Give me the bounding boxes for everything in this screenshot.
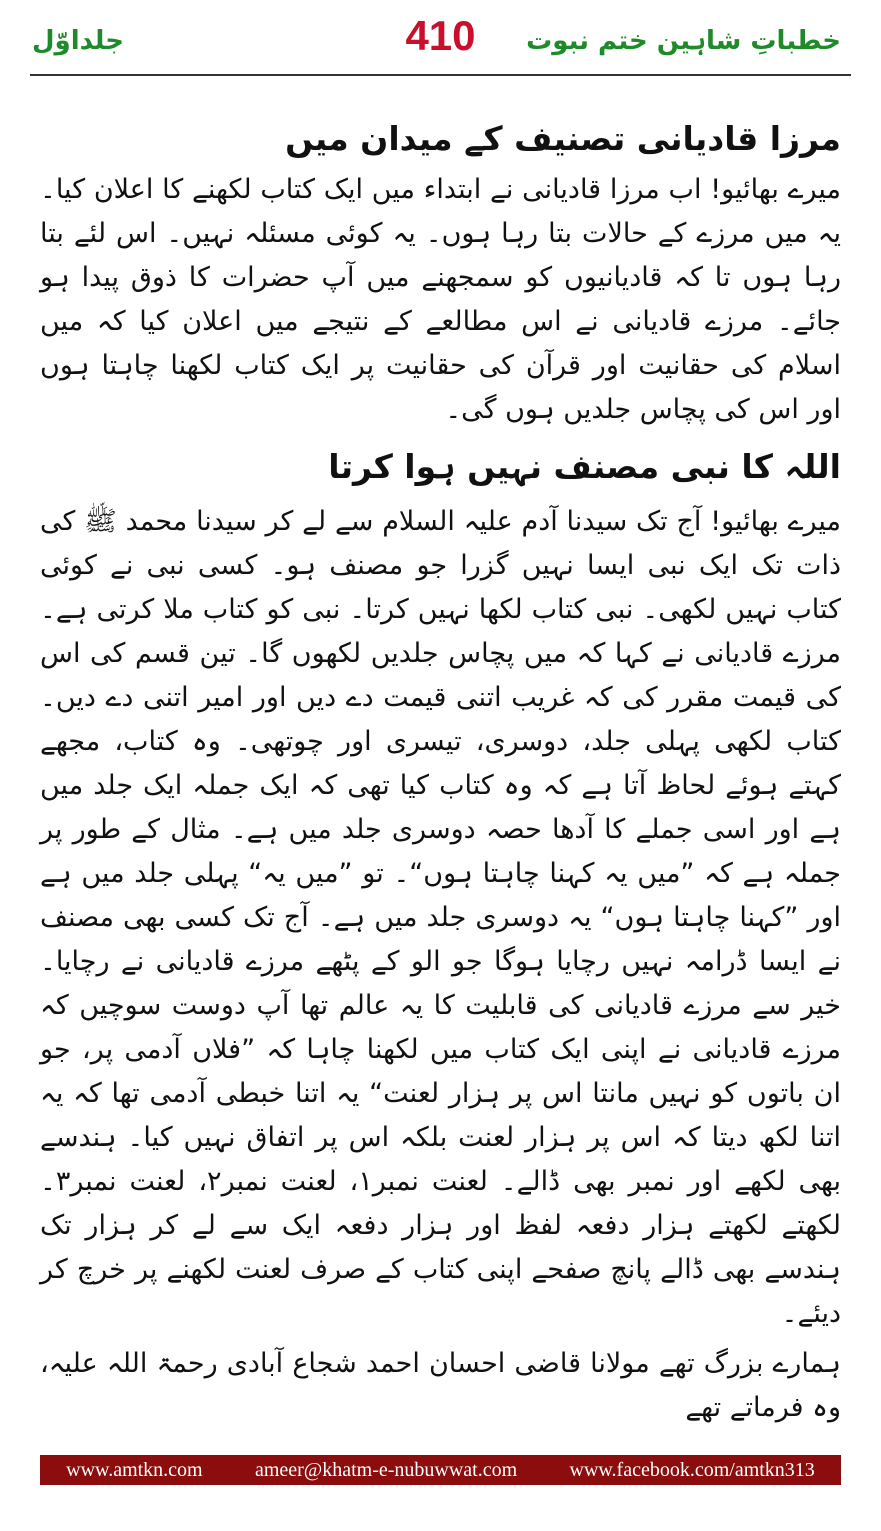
page-number: 410 [405,12,476,59]
page-body [40,110,841,1430]
header-divider [30,74,851,76]
page-footer [40,1455,841,1485]
page-header [0,0,881,80]
footer-website-link[interactable]: www.amtkn.com [66,1458,203,1481]
section-paragraph-prophet-not-author: میرے بھائیو! آج تک سیدنا آدم علیہ السلام سے لے کر سیدنا محمد ﷺ کی ذات تک ایک نبی ایسا نہیں گزرا جو مصنف ہو۔ کسی نبی نے کوئی کتاب نہیں لکھی۔ نبی کتاب لکھا نہیں کرتا۔ نبی کو کتاب ملا کرتی ہے۔ مرزے قادیانی نے کہا کہ میں پچاس جلدیں لکھوں گا۔ تین قسم کی اس کی قیمت مقرر کی کہ غریب اتنی قیمت دے دیں اور امیر اتنی دے دیں۔ کتاب لکھی پہلی جلد، دوسری، تیسری اور چوتھی۔ وہ کتاب، مجھے کہتے ہوئے لحاظ آتا ہے کہ وہ کتاب کیا تھی کہ ایک جملہ ایک جلد میں ہے اور اسی جملے کا آدھا حصہ دوسری جلد میں ہے۔ مثال کے طور پر جملہ ہے کہ ”میں یہ کہنا چاہتا ہوں“۔ تو ”میں یہ“ پہلی جلد میں ہے اور ”کہنا چاہتا ہوں“ یہ دوسری جلد میں ہے۔ آج تک کسی بھی مصنف نے ایسا ڈرامہ نہیں رچایا ہوگا جو الو کے پٹھے مرزے قادیانی نے رچایا۔ خیر سے مرزے قادیانی کی قابلیت کا یہ عالم تھا آپ دوست سوچیں کہ مرزے قادیانی نے اپنی ایک کتاب میں لکھنا چاہا کہ ”فلاں آدمی پر، جو ان باتوں کو نہیں مانتا اس پر ہزار لعنت“ یہ اتنا خبطی آدمی تھا کہ یہ اتنا لکھ دیتا کہ اس پر ہزار لعنت بلکہ اس پر اتفاق نہیں کیا۔ ہندسے بھی لکھے اور نمبر بھی ڈالے۔ لعنت نمبر۱، لعنت نمبر۲، لعنت نمبر۳۔ لکھتے لکھتے ہزار دفعہ لفظ اور ہزار دفعہ ایک سے لے کر ہزار تک ہندسے بھی ڈالے پانچ صفحے اپنی کتاب کے صرف لعنت لکھنے پر خرچ کر دیئے۔ [40,506,841,1329]
volume-label: جلداوّل [32,26,125,56]
section-paragraph-mirza-author: میرے بھائیو! اب مرزا قادیانی نے ابتداء میں ایک کتاب لکھنے کا اعلان کیا۔ یہ میں مرزے کے حالات بتا رہا ہوں۔ یہ کوئی مسئلہ نہیں۔ اس لئے بتا رہا ہوں تا کہ قادیانیوں کو سمجھنے میں آپ حضرات کا ذوق پیدا ہو جائے۔ مرزے قادیانی نے اس مطالعے کے نتیجے میں اعلان کیا کہ میں اسلام کی حقانیت اور قرآن کی حقانیت پر ایک کتاب لکھنا چاہتا ہوں اور اس کی پچاس جلدیں ہوں گی۔ [40,174,841,425]
closing-line: ہمارے بزرگ تھے مولانا قاضی احسان احمد شجاع آبادی رحمۃ اللہ علیہ، وہ فرماتے تھے [40,1348,841,1423]
book-title: خطباتِ شاہین ختم نبوت [526,26,841,56]
section-heading-prophet-not-author: اللہ کا نبی مصنف نہیں ہوا کرتا [328,447,841,486]
footer-facebook-link[interactable]: www.facebook.com/amtkn313 [569,1458,815,1481]
footer-email-link[interactable]: ameer@khatm-e-nubuwwat.com [254,1458,518,1481]
section-heading-mirza-author: مرزا قادیانی تصنیف کے میدان میں [285,119,841,158]
